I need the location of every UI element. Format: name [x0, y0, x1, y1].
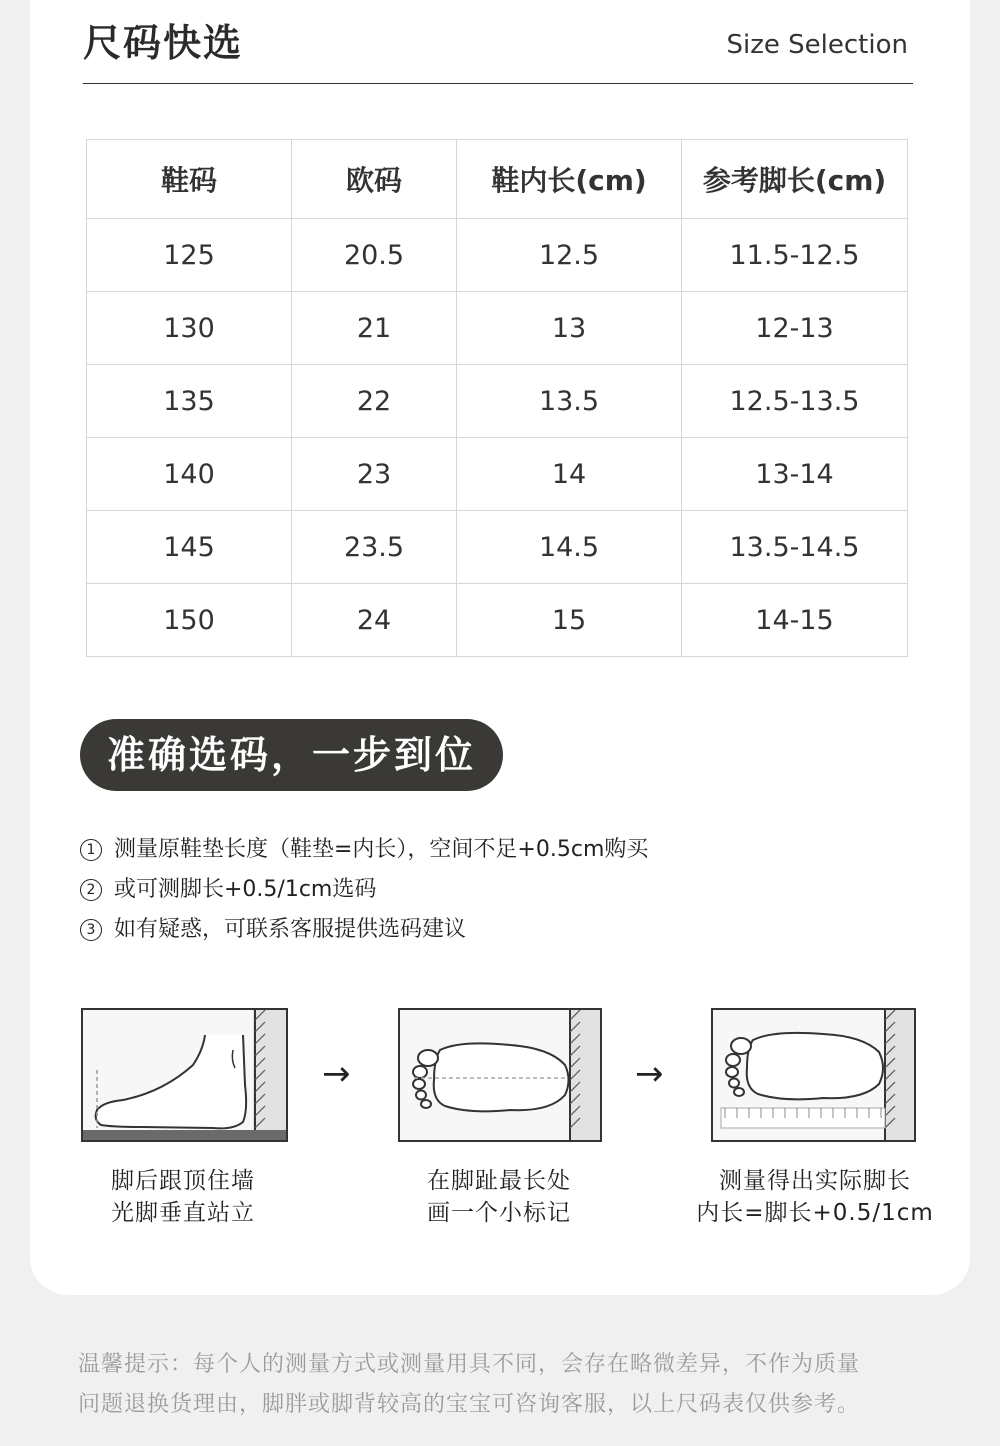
cell-foot-length: 11.5-12.5 — [682, 219, 908, 292]
caption-line: 脚后跟顶住墙 — [111, 1168, 255, 1194]
footer-note — [78, 1345, 938, 1425]
step2-caption — [399, 1165, 599, 1229]
cell-inner-length: 13 — [457, 292, 682, 365]
circled-number: 3 — [80, 919, 102, 941]
tips-list — [80, 830, 648, 950]
cell-eu-size: 21 — [292, 292, 457, 365]
caption-line: 测量得出实际脚长 — [719, 1168, 911, 1194]
cell-inner-length: 15 — [457, 584, 682, 657]
cell-foot-length: 13.5-14.5 — [682, 511, 908, 584]
table-row — [87, 511, 908, 584]
cell-shoe-size: 125 — [87, 219, 292, 292]
title-divider — [83, 83, 913, 84]
caption-line: 在脚趾最长处 — [427, 1168, 571, 1194]
tip-text: 测量原鞋垫长度（鞋垫=内长），空间不足+0.5cm购买 — [114, 837, 649, 862]
header-eu-size: 欧码 — [292, 140, 457, 219]
header-shoe-size: 鞋码 — [87, 140, 292, 219]
arrow-icon: → — [322, 1054, 351, 1094]
cell-shoe-size: 135 — [87, 365, 292, 438]
cell-eu-size: 23 — [292, 438, 457, 511]
cell-foot-length: 14-15 — [682, 584, 908, 657]
step3-caption — [680, 1165, 950, 1229]
table-row — [87, 584, 908, 657]
page-subtitle: Size Selection — [726, 30, 908, 60]
header-foot-length: 参考脚长(cm) — [682, 140, 908, 219]
header-inner-length: 鞋内长(cm) — [457, 140, 682, 219]
circled-number: 1 — [80, 839, 102, 861]
foot-side-icon — [83, 1010, 286, 1140]
caption-line: 内长=脚长+0.5/1cm — [696, 1200, 934, 1226]
cell-inner-length: 14.5 — [457, 511, 682, 584]
cell-shoe-size: 130 — [87, 292, 292, 365]
cell-shoe-size: 140 — [87, 438, 292, 511]
cell-eu-size: 23.5 — [292, 511, 457, 584]
tip-text: 如有疑惑，可联系客服提供选码建议 — [114, 917, 467, 942]
size-table — [86, 139, 908, 657]
tip-item — [80, 910, 648, 950]
table-header-row — [87, 140, 908, 219]
section-pill: 准确选码，一步到位 — [80, 719, 503, 791]
cell-foot-length: 13-14 — [682, 438, 908, 511]
caption-line: 画一个小标记 — [427, 1200, 571, 1226]
cell-foot-length: 12-13 — [682, 292, 908, 365]
cell-shoe-size: 150 — [87, 584, 292, 657]
caption-line: 光脚垂直站立 — [111, 1200, 255, 1226]
cell-eu-size: 22 — [292, 365, 457, 438]
table-row — [87, 438, 908, 511]
step1-caption — [83, 1165, 283, 1229]
table-row — [87, 365, 908, 438]
cell-eu-size: 20.5 — [292, 219, 457, 292]
cell-inner-length: 12.5 — [457, 219, 682, 292]
tip-text: 或可测脚长+0.5/1cm选码 — [114, 877, 377, 902]
circled-number: 2 — [80, 879, 102, 901]
cell-foot-length: 12.5-13.5 — [682, 365, 908, 438]
cell-inner-length: 14 — [457, 438, 682, 511]
table-row — [87, 219, 908, 292]
footer-line: 问题退换货理由，脚胖或脚背较高的宝宝可咨询客服，以上尺码表仅供参考。 — [78, 1392, 861, 1417]
cell-eu-size: 24 — [292, 584, 457, 657]
arrow-icon: → — [635, 1054, 664, 1094]
tip-item — [80, 870, 648, 910]
step3-illustration — [711, 1008, 916, 1142]
step2-illustration — [398, 1008, 602, 1142]
cell-inner-length: 13.5 — [457, 365, 682, 438]
cell-shoe-size: 145 — [87, 511, 292, 584]
foot-top-icon — [400, 1010, 600, 1140]
footer-line: 温馨提示：每个人的测量方式或测量用具不同，会存在略微差异，不作为质量 — [78, 1352, 861, 1377]
page-title: 尺码快选 — [83, 21, 244, 65]
step1-illustration — [81, 1008, 288, 1142]
table-row — [87, 292, 908, 365]
tip-item — [80, 830, 648, 870]
foot-ruler-icon — [713, 1010, 914, 1140]
